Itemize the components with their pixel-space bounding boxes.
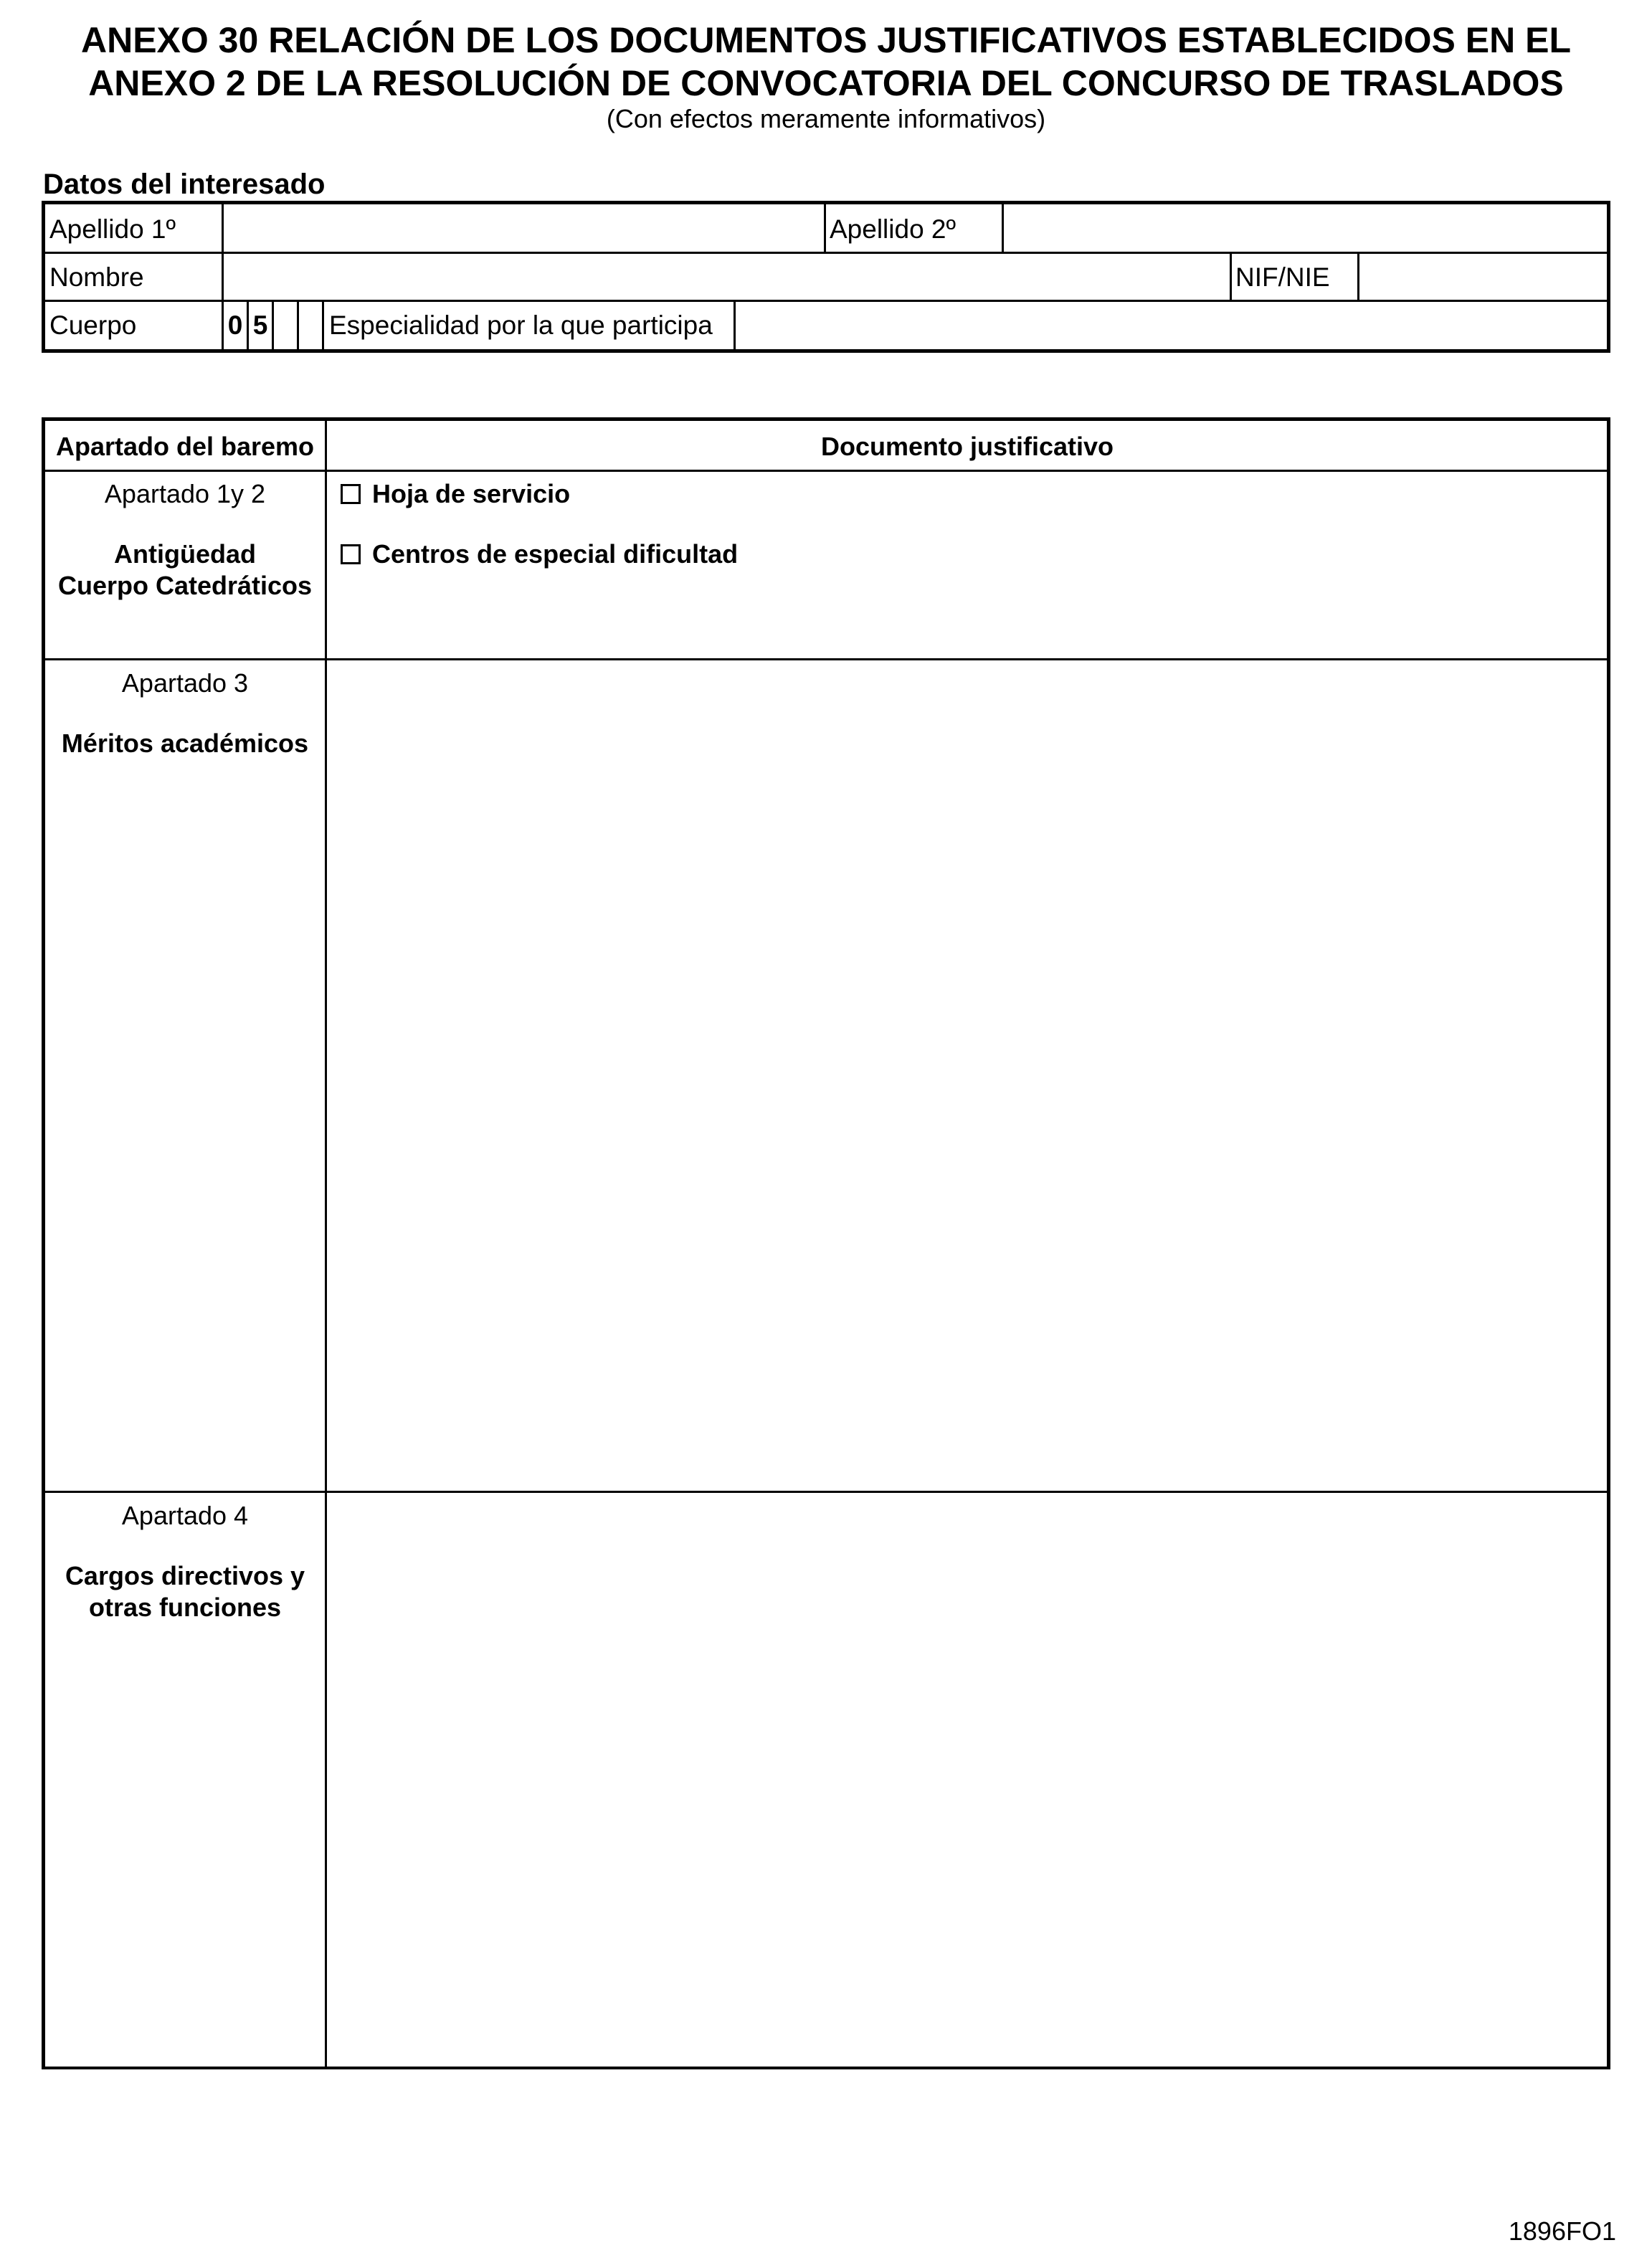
nif-field[interactable]	[1360, 254, 1607, 300]
nombre-field[interactable]	[224, 254, 1228, 300]
apartado-4-desc-line1: Cargos directivos y	[65, 1561, 305, 1590]
datos-section-title: Datos del interesado	[43, 169, 326, 200]
cuerpo-digit-1[interactable]: 0	[227, 310, 243, 340]
document-title-line1: ANEXO 30 RELACIÓN DE LOS DOCUMENTOS JUSTIFICATIVOS ESTABLECIDOS EN EL	[80, 20, 1571, 60]
especialidad-field[interactable]	[736, 302, 1607, 349]
apartado-1-2-label: Apartado 1y 2	[104, 479, 266, 508]
col-header-apartado: Apartado del baremo	[55, 432, 315, 461]
cuerpo-digit-2[interactable]: 5	[252, 310, 268, 340]
check-hoja-servicio[interactable]	[341, 478, 570, 510]
apellido2-field[interactable]	[1005, 204, 1607, 252]
checkbox-icon[interactable]	[341, 484, 361, 504]
check-centros-label: Centros de especial dificultad	[372, 539, 739, 569]
col-header-documento: Documento justificativo	[820, 432, 1114, 461]
apartado-1-2-desc-line1: Antigüedad	[114, 539, 256, 569]
nif-label: NIF/NIE	[1235, 262, 1330, 292]
column-divider	[222, 252, 224, 300]
apartado-4-desc-line2: otras funciones	[88, 1593, 282, 1622]
column-divider	[322, 300, 324, 349]
column-divider	[272, 300, 274, 349]
column-divider	[297, 300, 299, 349]
apartado-3-label: Apartado 3	[121, 668, 249, 698]
apellido1-field[interactable]	[224, 204, 822, 252]
especialidad-label: Especialidad por la que participa	[329, 310, 713, 340]
check-hoja-servicio-label: Hoja de servicio	[372, 479, 571, 508]
column-divider	[1002, 204, 1004, 252]
document-title-line2: ANEXO 2 DE LA RESOLUCIÓN DE CONVOCATORIA DEL CONCURSO DE TRASLADOS	[88, 63, 1564, 103]
column-divider	[325, 421, 327, 2067]
document-subtitle: (Con efectos meramente informativos)	[606, 104, 1046, 133]
header-divider	[45, 470, 1607, 472]
apartado-3-desc: Méritos académicos	[61, 729, 309, 758]
column-divider	[734, 300, 736, 349]
documentos-table	[42, 417, 1610, 2069]
column-divider	[824, 204, 826, 252]
apellido2-label: Apellido 2º	[830, 214, 956, 244]
check-centros-especial-dificultad[interactable]	[341, 539, 738, 570]
apartado-3-document-area[interactable]	[328, 660, 1607, 1491]
apartado-1-2-desc-line2: Cuerpo Catedráticos	[57, 571, 313, 600]
form-code: 1896FO1	[1508, 2216, 1616, 2246]
column-divider	[222, 204, 224, 252]
nombre-label: Nombre	[49, 262, 144, 292]
checkbox-icon[interactable]	[341, 544, 361, 564]
apellido1-label: Apellido 1º	[49, 214, 176, 244]
apartado-4-label: Apartado 4	[121, 1501, 249, 1530]
column-divider	[1230, 252, 1232, 300]
column-divider	[1357, 252, 1359, 300]
cuerpo-label: Cuerpo	[49, 310, 137, 340]
datos-interesado-box	[42, 201, 1610, 353]
apartado-4-document-area[interactable]	[328, 1493, 1607, 2067]
